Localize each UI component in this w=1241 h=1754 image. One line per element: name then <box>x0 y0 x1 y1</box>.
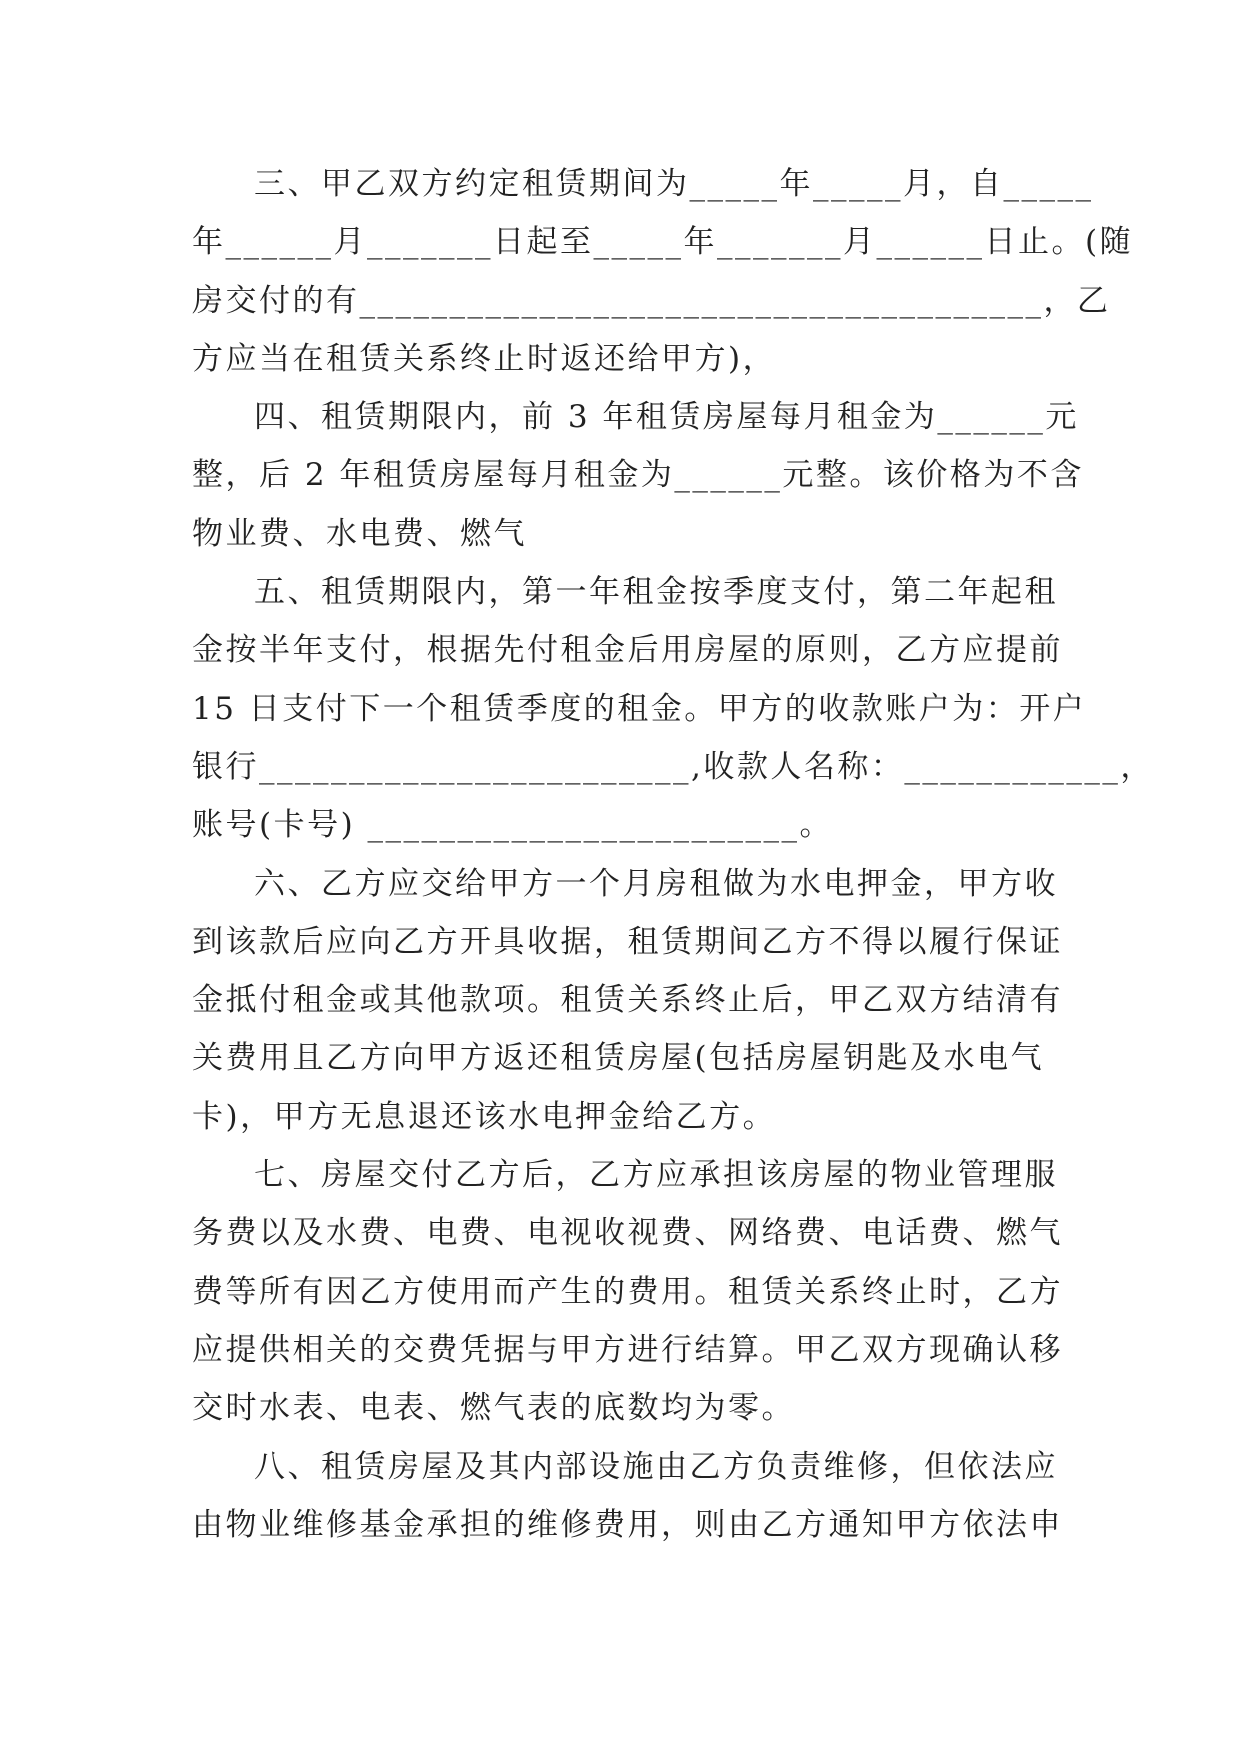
text-line: 年______月_______日起至_____年_______月______日止。(随 <box>192 224 1134 261</box>
text-line: 账号(卡号) ________________________。 <box>192 807 834 844</box>
document-body <box>192 155 1154 1554</box>
text-line: 卡)，甲方无息退还该水电押金给乙方。 <box>192 1098 777 1135</box>
text-line: 整，后 2 年租赁房屋每月租金为______元整。该价格为不含 <box>192 457 1084 494</box>
text-line: 交时水表、电表、燃气表的底数均为零。 <box>192 1390 795 1427</box>
text-line: 房交付的有______________________________________，乙 <box>192 282 1111 319</box>
text-line: 金按半年支付，根据先付租金后用房屋的原则，乙方应提前 <box>192 632 1063 669</box>
text-line: 到该款后应向乙方开具收据，租赁期间乙方不得以履行保证 <box>192 923 1063 960</box>
text-line: 费等所有因乙方使用而产生的费用。租赁关系终止时，乙方 <box>192 1273 1063 1310</box>
text-line: 三、甲乙双方约定租赁期间为_____年_____月，自_____ <box>254 166 1094 202</box>
text-line: 七、房屋交付乙方后，乙方应承担该房屋的物业管理服 <box>254 1157 1058 1194</box>
text-line: 六、乙方应交给甲方一个月房租做为水电押金，甲方收 <box>254 865 1058 902</box>
text-line: 物业费、水电费、燃气 <box>192 515 527 552</box>
text-line: 应提供相关的交费凭据与甲方进行结算。甲乙双方现确认移 <box>192 1331 1063 1368</box>
text-line: 八、租赁房屋及其内部设施由乙方负责维修，但依法应 <box>254 1448 1058 1485</box>
text-line: 银行________________________,收款人名称：____________， <box>192 748 1154 785</box>
text-line: 15 日支付下一个租赁季度的租金。甲方的收款账户为：开户 <box>192 690 1087 727</box>
text-line: 方应当在租赁关系终止时返还给甲方)， <box>192 340 777 377</box>
text-line: 关费用且乙方向甲方返还租赁房屋(包括房屋钥匙及水电气 <box>192 1040 1045 1077</box>
text-line: 四、租赁期限内，前 3 年租赁房屋每月租金为______元 <box>254 399 1079 436</box>
text-line: 务费以及水费、电费、电视收视费、网络费、电话费、燃气 <box>192 1215 1063 1252</box>
text-line: 五、租赁期限内，第一年租金按季度支付，第二年起租 <box>254 574 1058 611</box>
text-line: 由物业维修基金承担的维修费用，则由乙方通知甲方依法申 <box>192 1506 1063 1543</box>
text-line: 金抵付租金或其他款项。租赁关系终止后，甲乙双方结清有 <box>192 982 1063 1019</box>
